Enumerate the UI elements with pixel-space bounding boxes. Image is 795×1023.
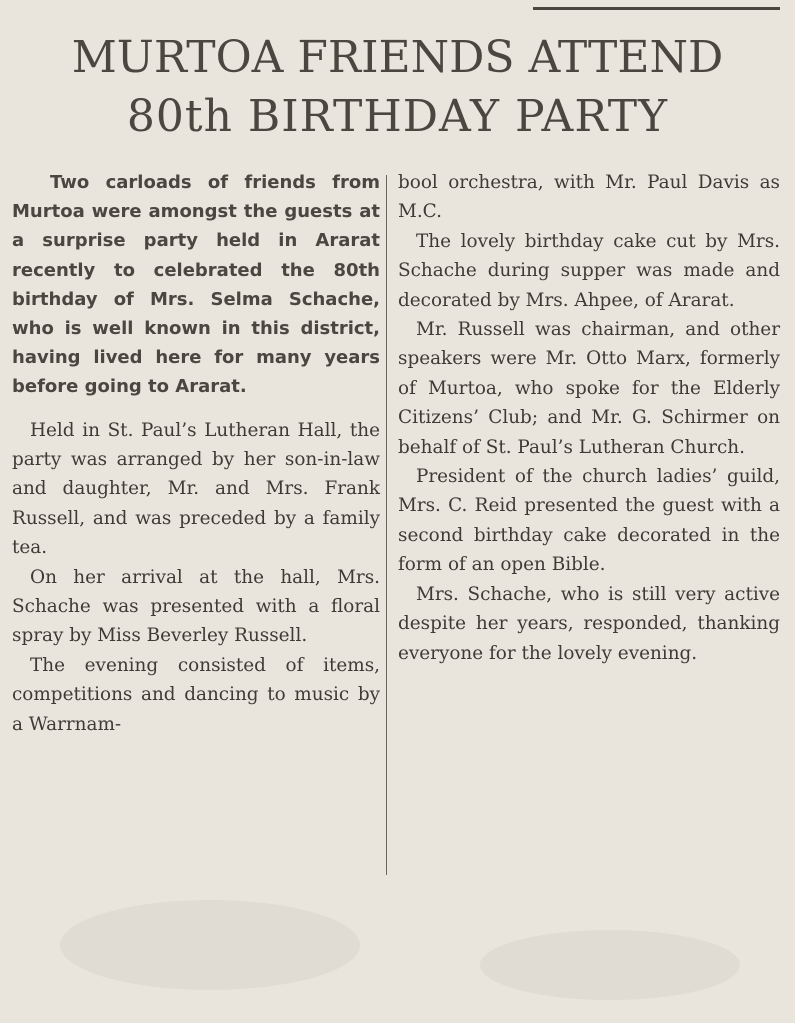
headline: [0, 28, 795, 146]
body-paragraph: The lovely birthday cake cut by Mrs. Schache during supper was made and decorated by Mrs. Ahpee, of Ararat.: [398, 230, 780, 311]
left-column: [12, 168, 380, 739]
body-paragraph: Mr. Russell was chairman, and other speakers were Mr. Otto Marx, formerly of Murtoa, who spoke for the Elderly Citizens’ Club; and Mr. G. Schirmer on behalf of St. Paul’s Lutheran Church.: [398, 319, 780, 458]
body-paragraph: Held in St. Paul’s Lutheran Hall, the party was arranged by her son-in-law and daughter, Mr. and Mrs. Frank Russell, and was preceded by a family tea.: [12, 419, 380, 559]
right-column: [398, 168, 780, 668]
body-paragraph: President of the church ladies’ guild, Mrs. C. Reid presented the guest with a second birthday cake decorated in the form of an open Bible.: [398, 466, 780, 576]
headline-line-2: 80th BIRTHDAY PARTY: [126, 91, 669, 142]
continued-paragraph: bool orchestra, with Mr. Paul Davis as M.C.: [398, 172, 780, 223]
paper-stain: [480, 930, 740, 1000]
headline-line-1: MURTOA FRIENDS ATTEND: [71, 32, 724, 83]
paper-stain: [60, 900, 360, 990]
lead-paragraph: Two carloads of friends from Murtoa were amongst the guests at a surprise party held in Ararat recently to celebrated the 80th birthday of Mrs. Selma Schache, who is well known in this district, having lived here for many years before going to Ararat.: [12, 172, 380, 398]
body-paragraph: On her arrival at the hall, Mrs. Schache was presented with a floral spray by Miss Beverley Russell.: [12, 566, 380, 647]
column-divider: [386, 175, 387, 875]
top-rule: [533, 7, 780, 10]
body-paragraph: Mrs. Schache, who is still very active despite her years, responded, thanking everyone for the lovely evening.: [398, 583, 780, 664]
body-paragraph: The evening consisted of items, competitions and dancing to music by a Warrnam-: [12, 654, 380, 735]
